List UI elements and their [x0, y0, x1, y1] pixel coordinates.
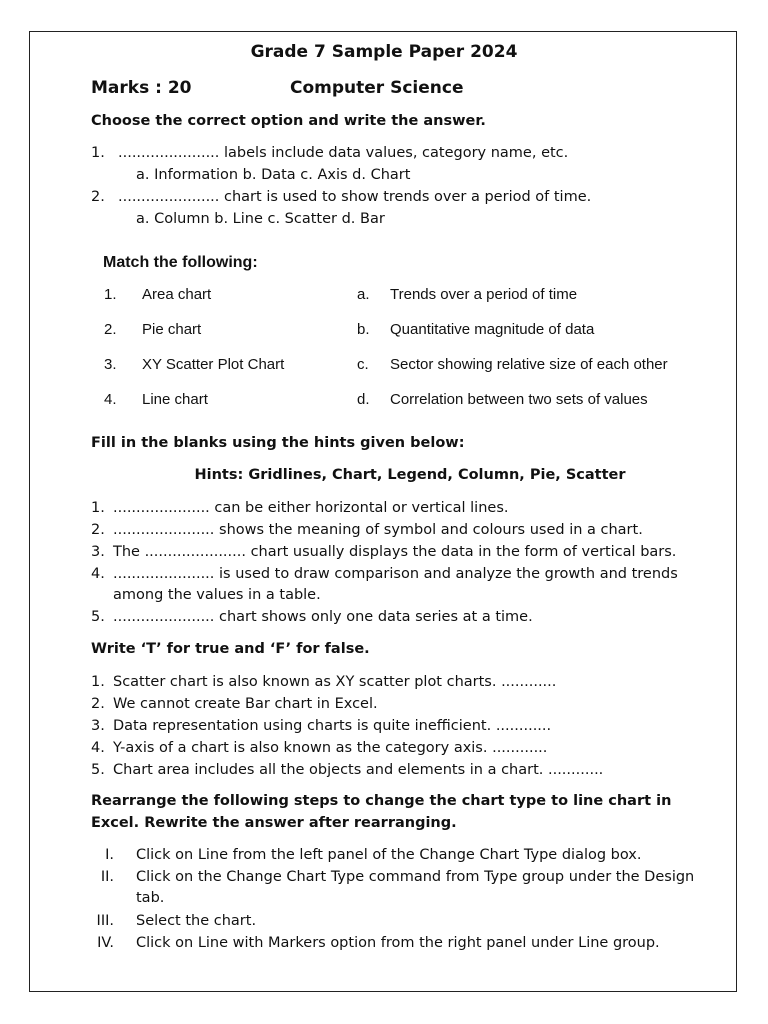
match-left-item: Line chart — [142, 391, 208, 408]
match-number: 2. — [104, 321, 117, 338]
blank-number: 4. — [91, 566, 105, 582]
blank-number: 1. — [91, 500, 105, 516]
blank-text: ..................... can be either horizontal or vertical lines. — [113, 500, 509, 516]
match-right-item: Trends over a period of time — [390, 286, 578, 303]
tf-statement: Chart area includes all the objects and elements in a chart. ............ — [113, 762, 604, 778]
subject-label: Computer Science — [290, 78, 464, 98]
step-text: Select the chart. — [136, 913, 257, 929]
match-letter: d. — [357, 391, 370, 408]
question-options: a. Column b. Line c. Scatter d. Bar — [136, 211, 385, 227]
match-heading: Match the following: — [103, 254, 258, 271]
match-letter: b. — [357, 321, 370, 338]
tf-statement: Data representation using charts is quite inefficient. ............ — [113, 718, 552, 734]
step-numeral: III. — [96, 913, 114, 929]
tf-statement: Y-axis of a chart is also known as the category axis. ............ — [113, 740, 548, 756]
step-numeral: IV. — [97, 935, 114, 951]
match-letter: a. — [357, 286, 370, 303]
step-text: Click on Line with Markers option from the right panel under Line group. — [136, 935, 660, 951]
blank-text: ...................... chart shows only one data series at a time. — [113, 609, 533, 625]
blank-text: ...................... shows the meaning of symbol and colours used in a chart. — [113, 522, 643, 538]
tf-number: 4. — [91, 740, 105, 756]
tf-number: 5. — [91, 762, 105, 778]
paper-title: Grade 7 Sample Paper 2024 — [250, 42, 518, 62]
marks-label: Marks : 20 — [91, 78, 192, 98]
blank-text: The ...................... chart usually displays the data in the form of vertical bars. — [113, 544, 677, 560]
question-number: 1. — [91, 145, 105, 161]
blank-number: 5. — [91, 609, 105, 625]
mcq-heading: Choose the correct option and write the answer. — [91, 113, 486, 129]
fill-heading: Fill in the blanks using the hints given below: — [91, 435, 465, 451]
step-text-continued: tab. — [136, 890, 165, 906]
match-right-item: Sector showing relative size of each other — [390, 356, 668, 373]
tf-heading: Write ‘T’ for true and ‘F’ for false. — [91, 641, 370, 657]
match-left-item: XY Scatter Plot Chart — [142, 356, 285, 373]
tf-statement: Scatter chart is also known as XY scatter plot charts. ............ — [113, 674, 557, 690]
step-text: Click on the Change Chart Type command from Type group under the Design — [136, 869, 695, 885]
step-numeral: II. — [100, 869, 114, 885]
blank-number: 2. — [91, 522, 105, 538]
rearrange-heading-continued: Excel. Rewrite the answer after rearranging. — [91, 815, 457, 831]
tf-statement: We cannot create Bar chart in Excel. — [113, 696, 378, 712]
match-right-item: Quantitative magnitude of data — [390, 321, 595, 338]
match-left-item: Pie chart — [142, 321, 202, 338]
match-right-item: Correlation between two sets of values — [390, 391, 648, 408]
rearrange-heading: Rearrange the following steps to change the chart type to line chart in — [91, 793, 672, 809]
match-number: 4. — [104, 391, 117, 408]
question-text: ...................... labels include data values, category name, etc. — [118, 145, 569, 161]
question-number: 2. — [91, 189, 105, 205]
step-numeral: I. — [105, 847, 114, 863]
blank-text: ...................... is used to draw comparison and analyze the growth and trends — [113, 566, 678, 582]
match-letter: c. — [357, 356, 369, 373]
match-number: 1. — [104, 286, 117, 303]
question-text: ...................... chart is used to show trends over a period of time. — [118, 189, 592, 205]
blank-text-continued: among the values in a table. — [113, 587, 321, 603]
blank-number: 3. — [91, 544, 105, 560]
tf-number: 1. — [91, 674, 105, 690]
hints-line: Hints: Gridlines, Chart, Legend, Column, Pie, Scatter — [194, 467, 626, 483]
question-options: a. Information b. Data c. Axis d. Chart — [136, 167, 411, 183]
tf-number: 3. — [91, 718, 105, 734]
tf-number: 2. — [91, 696, 105, 712]
match-number: 3. — [104, 356, 117, 373]
match-left-item: Area chart — [142, 286, 212, 303]
step-text: Click on Line from the left panel of the Change Chart Type dialog box. — [136, 847, 642, 863]
